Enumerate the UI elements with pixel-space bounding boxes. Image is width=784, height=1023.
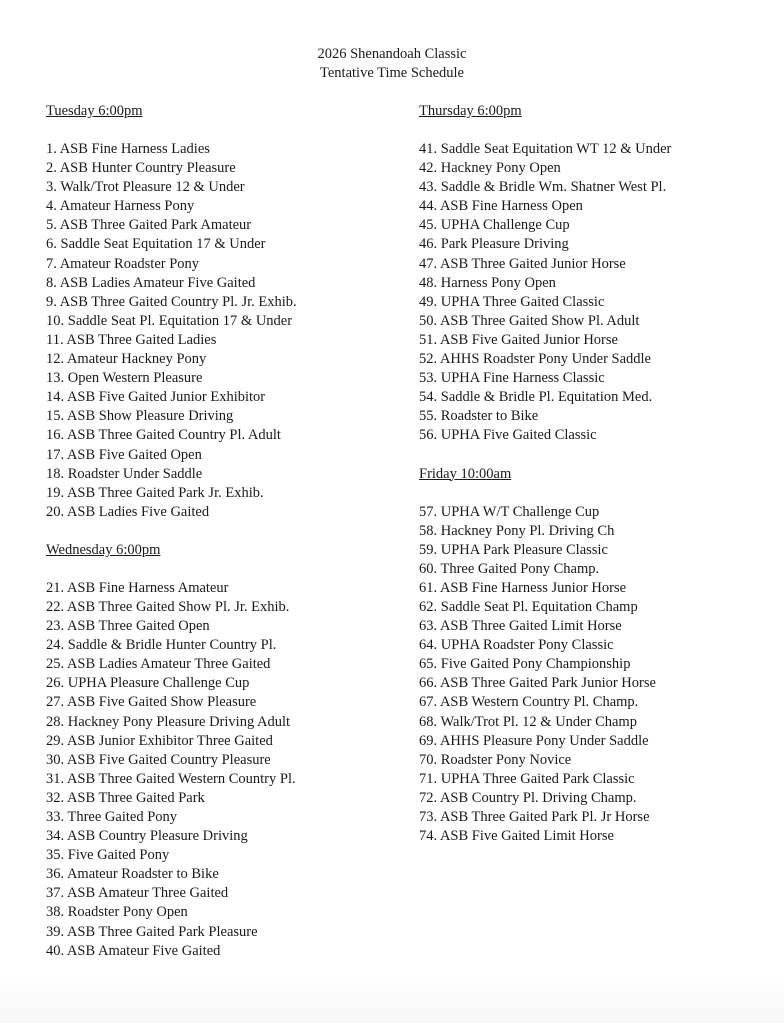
class-list-item: 30. ASB Five Gaited Country Pleasure <box>46 751 271 768</box>
class-list-item: 57. UPHA W/T Challenge Cup <box>419 503 600 520</box>
class-list-item: 13. Open Western Pleasure <box>46 370 203 387</box>
class-list-item: 32. ASB Three Gaited Park <box>46 789 205 806</box>
class-list-item: 4. Amateur Harness Pony <box>46 198 195 215</box>
class-list-item: 21. ASB Fine Harness Amateur <box>46 579 229 596</box>
class-list-item: 58. Hackney Pony Pl. Driving Ch <box>419 522 615 539</box>
class-list-item: 71. UPHA Three Gaited Park Classic <box>419 770 635 787</box>
class-list-item: 45. UPHA Challenge Cup <box>419 217 570 234</box>
class-list-item: 16. ASB Three Gaited Country Pl. Adult <box>46 427 281 444</box>
class-list-item: 73. ASB Three Gaited Park Pl. Jr Horse <box>419 809 650 825</box>
class-list-item: 18. Roadster Under Saddle <box>46 465 203 482</box>
class-list-item: 34. ASB Country Pleasure Driving <box>46 828 248 845</box>
class-list-item: 47. ASB Three Gaited Junior Horse <box>419 255 626 272</box>
document-header <box>0 45 784 83</box>
class-list-item: 9. ASB Three Gaited Country Pl. Jr. Exhib. <box>46 293 297 310</box>
class-list-item: 1. ASB Fine Harness Ladies <box>46 141 210 157</box>
class-list-item: 46. Park Pleasure Driving <box>419 236 569 253</box>
class-list-item: 55. Roadster to Bike <box>419 408 539 425</box>
class-list-item: 66. ASB Three Gaited Park Junior Horse <box>419 675 656 692</box>
class-list-item: 28. Hackney Pony Pleasure Driving Adult <box>46 713 291 730</box>
class-list-item: 65. Five Gaited Pony Championship <box>419 656 631 673</box>
friday-heading: Friday 10:00am <box>419 465 512 482</box>
friday-class-list <box>419 503 779 847</box>
class-list-item: 50. ASB Three Gaited Show Pl. Adult <box>419 312 640 329</box>
class-list-item: 14. ASB Five Gaited Junior Exhibitor <box>46 389 266 406</box>
class-list-item: 31. ASB Three Gaited Western Country Pl. <box>46 770 296 787</box>
document-title: 2026 Shenandoah Classic <box>317 46 467 62</box>
thursday-class-list <box>419 140 779 446</box>
class-list-item: 17. ASB Five Gaited Open <box>46 446 202 463</box>
class-list-item: 69. AHHS Pleasure Pony Under Saddle <box>419 732 649 749</box>
class-list-item: 37. ASB Amateur Three Gaited <box>46 885 229 902</box>
class-list-item: 49. UPHA Three Gaited Classic <box>419 293 605 310</box>
tuesday-heading: Tuesday 6:00pm <box>46 103 143 119</box>
class-list-item: 40. ASB Amateur Five Gaited <box>46 942 221 959</box>
class-list-item: 26. UPHA Pleasure Challenge Cup <box>46 675 250 692</box>
class-list-item: 72. ASB Country Pl. Driving Champ. <box>419 789 637 806</box>
wednesday-heading: Wednesday 6:00pm <box>46 541 161 558</box>
class-list-item: 70. Roadster Pony Novice <box>419 751 572 768</box>
class-list-item: 38. Roadster Pony Open <box>46 904 188 921</box>
class-list-item: 52. AHHS Roadster Pony Under Saddle <box>419 351 651 368</box>
class-list-item: 53. UPHA Fine Harness Classic <box>419 370 605 387</box>
class-list-item: 27. ASB Five Gaited Show Pleasure <box>46 694 257 711</box>
class-list-item: 44. ASB Fine Harness Open <box>419 198 583 215</box>
right-column <box>419 102 779 846</box>
left-column <box>46 102 406 961</box>
class-list-item: 67. ASB Western Country Pl. Champ. <box>419 694 639 711</box>
class-list-item: 12. Amateur Hackney Pony <box>46 351 207 368</box>
class-list-item: 3. Walk/Trot Pleasure 12 & Under <box>46 179 245 196</box>
spacer <box>46 121 406 140</box>
class-list-item: 60. Three Gaited Pony Champ. <box>419 560 600 577</box>
tuesday-class-list <box>46 140 406 522</box>
thursday-heading: Thursday 6:00pm <box>419 103 522 119</box>
class-list-item: 64. UPHA Roadster Pony Classic <box>419 637 614 654</box>
class-list-item: 54. Saddle & Bridle Pl. Equitation Med. <box>419 389 653 406</box>
spacer <box>46 522 406 541</box>
class-list-item: 48. Harness Pony Open <box>419 274 556 291</box>
class-list-item: 59. UPHA Park Pleasure Classic <box>419 541 608 558</box>
class-list-item: 43. Saddle & Bridle Wm. Shatner West Pl. <box>419 179 667 196</box>
class-list-item: 36. Amateur Roadster to Bike <box>46 866 219 883</box>
class-list-item: 42. Hackney Pony Open <box>419 160 561 177</box>
class-list-item: 25. ASB Ladies Amateur Three Gaited <box>46 656 271 673</box>
class-list-item: 23. ASB Three Gaited Open <box>46 618 210 635</box>
class-list-item: 62. Saddle Seat Pl. Equitation Champ <box>419 598 638 615</box>
class-list-item: 33. Three Gaited Pony <box>46 809 178 825</box>
class-list-item: 5. ASB Three Gaited Park Amateur <box>46 217 252 234</box>
class-list-item: 7. Amateur Roadster Pony <box>46 255 200 272</box>
class-list-item: 20. ASB Ladies Five Gaited <box>46 503 210 520</box>
class-list-item: 68. Walk/Trot Pl. 12 & Under Champ <box>419 713 637 730</box>
class-list-item: 24. Saddle & Bridle Hunter Country Pl. <box>46 637 277 654</box>
class-list-item: 19. ASB Three Gaited Park Jr. Exhib. <box>46 484 264 501</box>
class-list-item: 6. Saddle Seat Equitation 17 & Under <box>46 236 266 253</box>
class-list-item: 41. Saddle Seat Equitation WT 12 & Under <box>419 141 672 157</box>
class-list-item: 51. ASB Five Gaited Junior Horse <box>419 331 618 348</box>
spacer <box>419 446 779 465</box>
wednesday-class-list <box>46 579 406 961</box>
class-list-item: 35. Five Gaited Pony <box>46 847 170 864</box>
class-list-item: 8. ASB Ladies Amateur Five Gaited <box>46 274 256 291</box>
spacer <box>46 560 406 579</box>
class-list-item: 56. UPHA Five Gaited Classic <box>419 427 597 444</box>
class-list-item: 74. ASB Five Gaited Limit Horse <box>419 828 614 845</box>
class-list-item: 2. ASB Hunter Country Pleasure <box>46 160 236 177</box>
class-list-item: 39. ASB Three Gaited Park Pleasure <box>46 923 258 940</box>
class-list-item: 29. ASB Junior Exhibitor Three Gaited <box>46 732 273 749</box>
class-list-item: 22. ASB Three Gaited Show Pl. Jr. Exhib. <box>46 598 290 615</box>
class-list-item: 61. ASB Fine Harness Junior Horse <box>419 579 627 596</box>
class-list-item: 63. ASB Three Gaited Limit Horse <box>419 618 622 635</box>
class-list-item: 15. ASB Show Pleasure Driving <box>46 408 234 425</box>
spacer <box>419 484 779 503</box>
spacer <box>419 121 779 140</box>
document-subtitle: Tentative Time Schedule <box>320 65 464 81</box>
class-list-item: 10. Saddle Seat Pl. Equitation 17 & Under <box>46 312 293 329</box>
class-list-item: 11. ASB Three Gaited Ladies <box>46 331 217 348</box>
page-bottom-shade <box>0 973 784 1023</box>
